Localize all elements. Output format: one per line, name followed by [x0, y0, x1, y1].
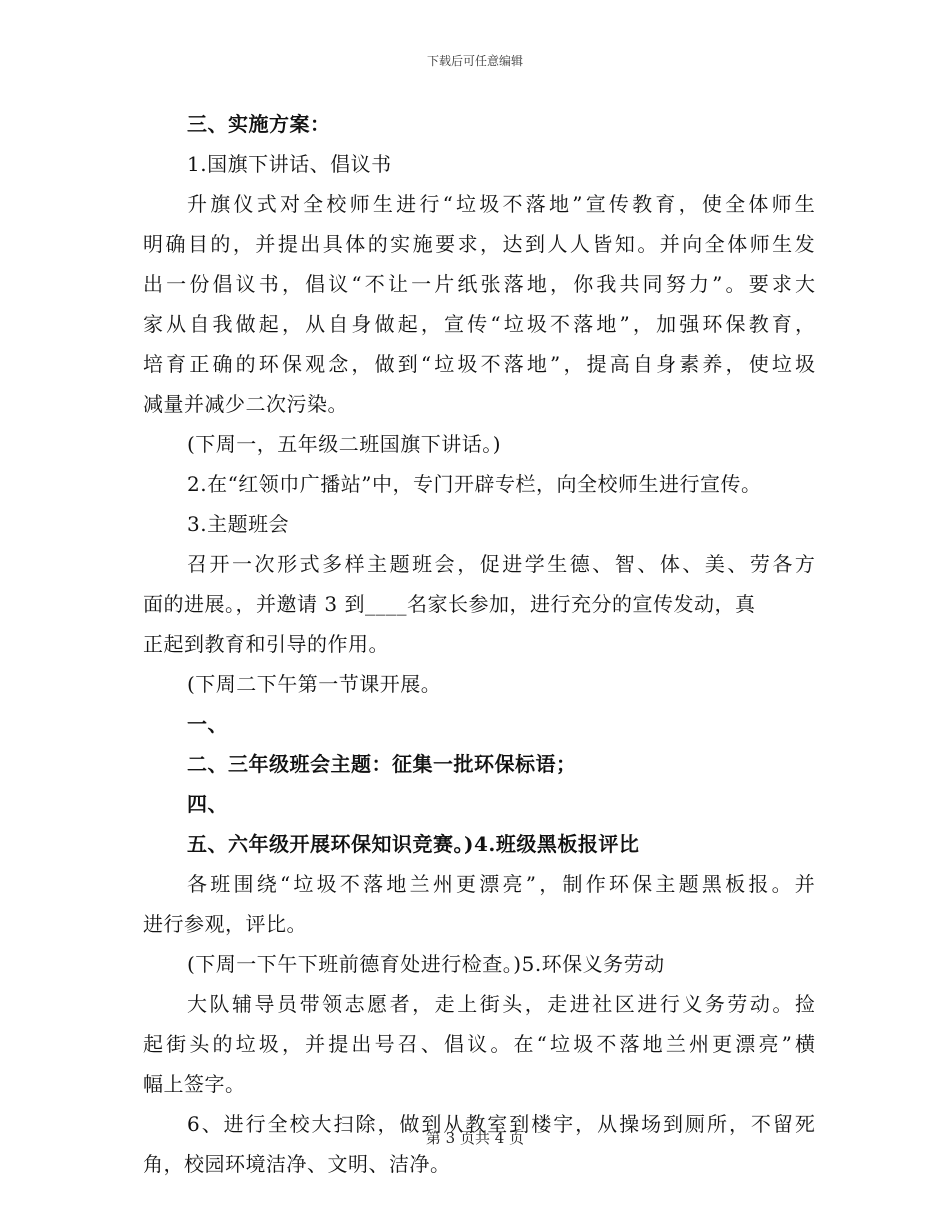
- paragraph-line: 面的进展。，并邀请 3 到____名家长参加，进行充分的宣传发动，真: [143, 592, 756, 616]
- section-heading-line: 三、实施方案：: [187, 112, 331, 136]
- section-heading-line: 五、六年级开展环保知识竞赛。)4.班级黑板报评比: [187, 832, 640, 856]
- paragraph-line: 各 班 围 绕 “ 垃 圾 不 落 地 兰 州 更 漂 亮 ” ， 制 作 环 保 主 题 黑 板 报 。 并: [187, 872, 815, 896]
- paragraph-line: 进行参观，评比。: [143, 912, 307, 936]
- section-heading-line: 二、三年级班会主题：征集一批环保标语；: [187, 752, 577, 776]
- paragraph-line: 升 旗 仪 式 对 全 校 师 生 进 行 “ 垃 圾 不 落 地 ” 宣 传 教 育 ， 使 全 体 师 生: [187, 192, 815, 216]
- paragraph-line: 6 、 进 行 全 校 大 扫 除 ， 做 到 从 教 室 到 楼 宇 ， 从 操 场 到 厕 所 ， 不 留 死: [187, 1112, 815, 1136]
- paragraph-line: (下周二下午第一节课开展。: [187, 672, 442, 696]
- paragraph-line: 2.在“红领巾广播站”中，专门开辟专栏，向全校师生进行宣传。: [187, 472, 762, 496]
- paragraph-line: 家 从 自 我 做 起 ， 从 自 身 做 起 ， 宣 传 “ 垃 圾 不 落 地 ” ， 加 强 环 保 教 育 ，: [143, 312, 815, 336]
- section-heading-line: 一、: [187, 712, 228, 736]
- paragraph-line: 大 队 辅 导 员 带 领 志 愿 者 ， 走 上 街 头 ， 走 进 社 区 进 行 义 务 劳 动 。 捡: [187, 992, 815, 1016]
- paragraph-line: 培 育 正 确 的 环 保 观 念 ， 做 到 “ 垃 圾 不 落 地 ” ， 提 高 自 身 素 养 ， 使 垃 圾: [143, 352, 815, 376]
- paragraph-line: 角，校园环境洁净、文明、洁净。: [143, 1152, 451, 1176]
- paragraph-line: (下周一，五年级二班国旗下讲话。): [187, 432, 502, 456]
- page-header: 下载后可任意编辑: [426, 54, 523, 68]
- paragraph-line: 起 街 头 的 垃 圾 ， 并 提 出 号 召 、 倡 议 。 在 “ 垃 圾 不 落 地 兰 州 更 漂 亮 ” 横: [143, 1032, 815, 1056]
- page-footer: 第 3 页共 4 页: [425, 1129, 525, 1147]
- paragraph-line: 减量并减少二次污染。: [143, 392, 348, 416]
- section-heading-line: 四、: [187, 792, 228, 816]
- document-body: [143, 104, 815, 1184]
- paragraph-line: 明 确 目 的 ， 并 提 出 具 体 的 实 施 要 求 ， 达 到 人 人 皆 知 。 并 向 全 体 师 生 发: [143, 232, 815, 256]
- paragraph-line: 1.国旗下讲话、倡议书: [187, 152, 392, 176]
- paragraph-line: 召 开 一 次 形 式 多 样 主 题 班 会 ， 促 进 学 生 德 、 智 、 体 、 美 、 劳 各 方: [187, 552, 815, 576]
- paragraph-line: 正起到教育和引导的作用。: [143, 632, 389, 656]
- paragraph-line: 出 一 份 倡 议 书 ， 倡 议 “ 不 让 一 片 纸 张 落 地 ， 你 我 共 同 努 力 ” 。 要 求 大: [143, 272, 815, 296]
- paragraph-line: 3.主题班会: [187, 512, 290, 536]
- paragraph-line: (下周一下午下班前德育处进行检查。)5.环保义务劳动: [187, 952, 665, 976]
- paragraph-line: 幅上签字。: [143, 1072, 246, 1096]
